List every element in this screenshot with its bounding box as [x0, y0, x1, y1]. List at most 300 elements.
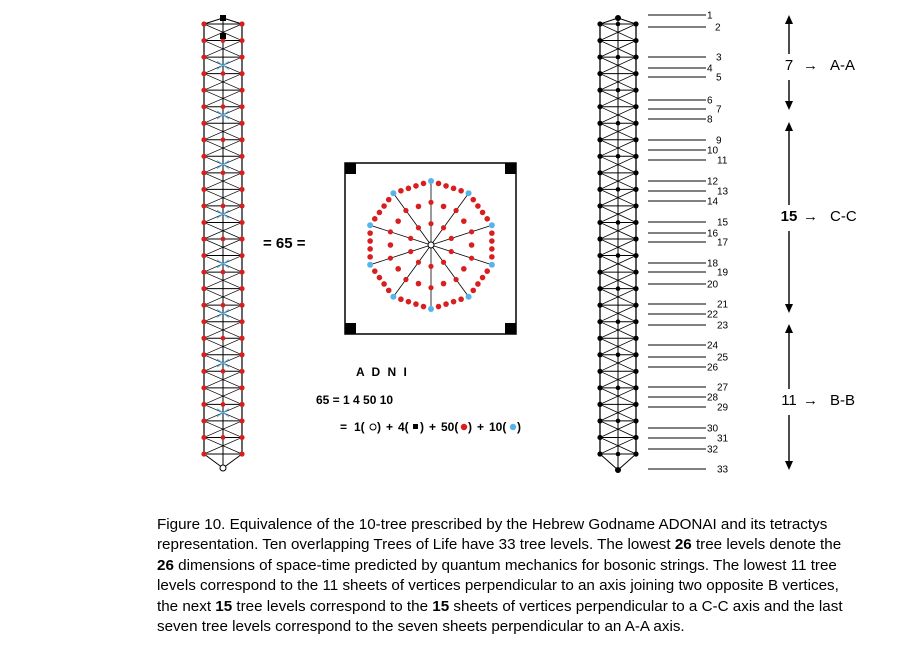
- tree-node: [239, 104, 244, 109]
- tree-node: [633, 54, 638, 59]
- tree-node: [633, 21, 638, 26]
- disc-edge-dot: [489, 238, 495, 244]
- disc-spoke-dot: [453, 277, 458, 282]
- arrow-right-icon: →: [803, 392, 818, 409]
- tree-node: [616, 121, 621, 126]
- disc-edge-dot: [470, 197, 476, 203]
- tetractys-square: [345, 163, 516, 334]
- tree-node: [616, 253, 621, 258]
- disc-vertex-dot: [466, 294, 472, 300]
- level-number: 27: [717, 382, 729, 394]
- corner-square-tr: [505, 163, 516, 174]
- tree-node: [597, 352, 602, 357]
- disc-vertex-dot: [428, 306, 434, 312]
- tree-node: [201, 319, 206, 324]
- tree-node: [239, 402, 244, 407]
- formula-term-3: 50(: [441, 420, 459, 434]
- arrow-down-icon: [785, 461, 793, 470]
- corner-square-br: [505, 323, 516, 334]
- tree-node: [633, 38, 638, 43]
- disc-spoke-dot: [416, 260, 421, 265]
- tree-node: [239, 336, 244, 341]
- level-number: 5: [716, 72, 722, 84]
- tree-node: [239, 137, 244, 142]
- tree-node: [201, 137, 206, 142]
- level-number: 4: [707, 63, 713, 75]
- tree-node: [597, 303, 602, 308]
- disc-edge-dot: [443, 183, 449, 189]
- tree-node: [239, 21, 244, 26]
- caption-segment: sheets of vertices perpendicular to a C-C axis and the last seven tree levels correspond to the seven sheets perpendicular to an A-A axis.: [157, 597, 843, 636]
- disc-vertex-dot: [390, 294, 396, 300]
- tree-node: [597, 319, 602, 324]
- tree-node: [597, 187, 602, 192]
- disc-vertex-dot: [489, 222, 495, 228]
- tree-edge: [204, 454, 223, 468]
- tree-node: [239, 385, 244, 390]
- disc-edge-dot: [367, 254, 373, 260]
- tree-top-node: [220, 15, 226, 21]
- blue-dot-icon: [510, 424, 516, 430]
- tree-node: [201, 269, 206, 274]
- tree-node: [633, 319, 638, 324]
- disc-edge-dot: [436, 304, 442, 310]
- tree-node: [633, 418, 638, 423]
- tree-node: [633, 187, 638, 192]
- disc-spoke-dot: [449, 249, 454, 254]
- tree-edge: [223, 454, 242, 468]
- tree-node: [201, 435, 206, 440]
- tree-node: [201, 352, 206, 357]
- tree-node: [201, 203, 206, 208]
- tree-node: [239, 154, 244, 159]
- disc-edge-dot: [484, 268, 490, 274]
- tree-node: [221, 336, 226, 341]
- tree-node: [221, 303, 226, 308]
- tree-node: [221, 104, 226, 109]
- tree-node: [633, 220, 638, 225]
- tree-node: [633, 402, 638, 407]
- tree-node: [633, 385, 638, 390]
- level-number: 15: [717, 217, 729, 229]
- formula-term-4: 10(: [489, 420, 507, 434]
- disc-edge-dot: [386, 288, 392, 294]
- disc-vertex-dot: [367, 222, 373, 228]
- tree-node: [616, 154, 621, 159]
- tree-node: [633, 369, 638, 374]
- corner-square-bl: [345, 323, 356, 334]
- disc-spoke: [431, 225, 492, 245]
- disc-edge-dot: [475, 281, 481, 287]
- right-tree: [597, 15, 638, 473]
- tree-node: [616, 22, 621, 27]
- arrow-up-icon: [785, 15, 793, 24]
- level-number: 3: [716, 52, 722, 64]
- disc-spoke-dot: [469, 229, 474, 234]
- disc-edge-dot: [451, 299, 457, 305]
- disc-edge-dot: [436, 181, 442, 187]
- tree-node: [239, 303, 244, 308]
- level-number: 1: [707, 10, 713, 22]
- section-axis-label: C-C: [830, 208, 857, 225]
- tree-node: [239, 352, 244, 357]
- tree-node: [201, 154, 206, 159]
- disc-edge-dot: [443, 301, 449, 307]
- level-number: 16: [707, 228, 719, 240]
- disc-edge-dot: [470, 288, 476, 294]
- caption-bold-number: 26: [157, 556, 174, 574]
- arrow-down-icon: [785, 101, 793, 110]
- level-number: 18: [707, 258, 719, 270]
- disc-vertex-dot: [466, 190, 472, 196]
- disc-edge-dot: [381, 281, 387, 287]
- disc-edge-dot: [480, 210, 486, 216]
- level-number: 28: [707, 392, 719, 404]
- equals-65-label: = 65 =: [263, 235, 306, 252]
- disc-edge-dot: [421, 181, 427, 187]
- level-number: 23: [717, 320, 729, 332]
- tree-node: [597, 336, 602, 341]
- level-number: 31: [717, 433, 729, 445]
- formula-close-3: ): [468, 420, 472, 434]
- tree-node: [239, 71, 244, 76]
- tree-node: [616, 452, 621, 457]
- disc-vertex-dot: [428, 178, 434, 184]
- tree-node: [201, 402, 206, 407]
- disc-spoke-dot: [441, 225, 446, 230]
- disc-edge-dot: [398, 296, 404, 302]
- level-number: 32: [707, 444, 719, 456]
- tree-node: [597, 220, 602, 225]
- disc-spoke-dot: [388, 256, 393, 261]
- disc-vertex-dot: [489, 262, 495, 268]
- disc-edge-dot: [480, 275, 486, 281]
- tree-node: [633, 104, 638, 109]
- disc-spoke-dot: [416, 225, 421, 230]
- disc-edge-dot: [489, 254, 495, 260]
- formula-close-2: ): [420, 420, 424, 434]
- tree-node: [633, 303, 638, 308]
- formula-term-2: 4(: [398, 420, 409, 434]
- tree-node: [221, 71, 226, 76]
- tree-node: [597, 88, 602, 93]
- formula-close-4: ): [517, 420, 521, 434]
- disc-inner-dot: [461, 218, 467, 224]
- disc-spoke-dot: [469, 256, 474, 261]
- level-number: 25: [717, 352, 729, 364]
- disc-spoke: [370, 245, 431, 265]
- disc-spoke-dot: [388, 229, 393, 234]
- formula-term-1: 1(: [354, 420, 365, 434]
- tree-bottom-node: [220, 465, 226, 471]
- tree-node: [597, 170, 602, 175]
- level-number: 30: [707, 423, 719, 435]
- tree-node: [597, 71, 602, 76]
- tree-node: [239, 54, 244, 59]
- figure-caption: [157, 515, 847, 637]
- tree-node: [597, 435, 602, 440]
- disc-edge-dot: [377, 275, 383, 281]
- tree-node: [597, 104, 602, 109]
- disc-edge-dot: [475, 203, 481, 209]
- tree-node: [616, 319, 621, 324]
- disc-edge-dot: [458, 188, 464, 194]
- tree-node: [221, 369, 226, 374]
- black-square-icon: [413, 424, 418, 429]
- formula-plus-3: +: [477, 420, 485, 434]
- tree-node: [633, 435, 638, 440]
- tree-node: [201, 220, 206, 225]
- tree-bottom-node: [615, 467, 621, 473]
- disc-edge-dot: [413, 183, 419, 189]
- caption-bold-number: 15: [215, 597, 233, 615]
- disc-inner-dot: [388, 242, 394, 248]
- tree-top-node: [615, 15, 621, 21]
- tree-node: [633, 137, 638, 142]
- disc-edge-dot: [386, 197, 392, 203]
- formula-close-1: ): [377, 420, 381, 434]
- disc-inner-dot: [441, 204, 447, 210]
- formula-line-2: [340, 420, 521, 434]
- tree-edge: [618, 454, 636, 470]
- tree-node: [221, 270, 226, 275]
- level-number: 14: [707, 196, 719, 208]
- tetractys-disc: [367, 178, 495, 312]
- disc-edge-dot: [367, 230, 373, 236]
- disc-spoke-dot: [403, 208, 408, 213]
- disc-center-dot: [428, 242, 434, 248]
- arrow-right-icon: →: [803, 208, 818, 225]
- tree-node: [239, 187, 244, 192]
- tree-node: [597, 21, 602, 26]
- tree-node: [201, 286, 206, 291]
- level-number: 9: [716, 135, 722, 147]
- tree-node: [201, 336, 206, 341]
- disc-edge-dot: [484, 216, 490, 222]
- tree-node: [616, 220, 621, 225]
- tree-node: [239, 170, 244, 175]
- tree-node: [597, 402, 602, 407]
- disc-spoke-dot: [428, 221, 433, 226]
- tree-node: [616, 55, 621, 60]
- tree-node: [633, 336, 638, 341]
- level-number: 8: [707, 114, 713, 126]
- tree-node: [633, 236, 638, 241]
- disc-inner-dot: [416, 204, 422, 210]
- tree-node: [597, 121, 602, 126]
- disc-spoke-dot: [408, 249, 413, 254]
- tree-node: [239, 319, 244, 324]
- tree-node: [633, 154, 638, 159]
- caption-segment: dimensions of space-time predicted by quantum mechanics for bosonic strings. The lowest 11 tree levels correspond to the 11 sheets of vertices perpendicular to an axis joining two opposite B vertices, the next: [157, 556, 839, 615]
- tree-node: [597, 236, 602, 241]
- tree-node: [239, 418, 244, 423]
- disc-edge-dot: [421, 304, 427, 310]
- tree-node-square: [220, 33, 226, 39]
- tree-node: [616, 419, 621, 424]
- axis-sections: [781, 15, 857, 470]
- tree-node: [201, 385, 206, 390]
- tree-node: [221, 435, 226, 440]
- caption-segment: tree levels correspond to the: [232, 597, 433, 615]
- tree-node: [239, 451, 244, 456]
- caption-segment: Figure 10. Equivalence of the 10-tree prescribed by the Hebrew Godname ADONAI and its tetractys representation. Ten overlapping Trees of Life have 33 tree levels. The lowest: [157, 516, 828, 554]
- tree-node: [239, 435, 244, 440]
- disc-edge-dot: [489, 230, 495, 236]
- caption-segment: tree levels denote the: [691, 536, 842, 554]
- formula-eq: =: [340, 420, 348, 434]
- tree-node: [633, 203, 638, 208]
- tree-node: [616, 286, 621, 291]
- tree-edge: [600, 454, 618, 470]
- hollow-dot-icon: [370, 424, 376, 430]
- tree-node: [597, 286, 602, 291]
- level-number: 17: [717, 237, 729, 249]
- disc-edge-dot: [406, 299, 412, 305]
- tree-node: [597, 418, 602, 423]
- disc-spoke-dot: [441, 260, 446, 265]
- tree-node: [201, 38, 206, 43]
- tree-node: [239, 88, 244, 93]
- tree-node: [201, 71, 206, 76]
- disc-spoke-dot: [428, 264, 433, 269]
- tree-node: [633, 71, 638, 76]
- formula-line-1: 65 = 1 4 50 10: [316, 393, 394, 407]
- tree-node: [633, 451, 638, 456]
- level-number: 22: [707, 309, 719, 321]
- section-count: 15: [780, 208, 798, 225]
- tree-node: [616, 386, 621, 391]
- level-number: 29: [717, 402, 729, 414]
- tree-node: [597, 451, 602, 456]
- formula-plus-2: +: [429, 420, 437, 434]
- level-number: 33: [717, 464, 729, 476]
- level-number: 10: [707, 145, 719, 157]
- disc-edge-dot: [381, 203, 387, 209]
- red-dot-icon: [461, 424, 467, 430]
- level-number: 13: [717, 186, 729, 198]
- disc-inner-dot: [416, 281, 422, 287]
- disc-inner-dot: [441, 281, 447, 287]
- tree-node: [201, 21, 206, 26]
- disc-spoke-dot: [408, 236, 413, 241]
- tree-node: [597, 385, 602, 390]
- tree-node: [201, 418, 206, 423]
- tree-node: [239, 38, 244, 43]
- disc-spoke-dot: [449, 236, 454, 241]
- disc-edge-dot: [372, 268, 378, 274]
- tree-node: [633, 170, 638, 175]
- tree-node: [597, 54, 602, 59]
- tree-node: [633, 253, 638, 258]
- level-number: 12: [707, 176, 719, 188]
- caption-text: [157, 515, 847, 637]
- disc-edge-dot: [413, 301, 419, 307]
- level-number: 26: [707, 362, 719, 374]
- disc-inner-dot: [461, 266, 467, 272]
- disc-inner-dot: [395, 266, 401, 272]
- level-number: 6: [707, 95, 713, 107]
- formula-plus-1: +: [386, 420, 394, 434]
- disc-inner-dot: [469, 242, 475, 248]
- tree-node: [633, 286, 638, 291]
- tree-node: [597, 269, 602, 274]
- tree-node: [201, 369, 206, 374]
- tree-node: [633, 269, 638, 274]
- tree-node: [201, 187, 206, 192]
- tree-node: [201, 303, 206, 308]
- disc-edge-dot: [367, 246, 373, 252]
- disc-edge-dot: [406, 186, 412, 192]
- tree-node: [201, 88, 206, 93]
- tree-node: [239, 369, 244, 374]
- tree-node: [239, 253, 244, 258]
- level-number: 2: [715, 22, 721, 34]
- left-tree: [201, 15, 244, 471]
- section-count: 7: [784, 57, 794, 74]
- level-number: 24: [707, 340, 719, 352]
- tree-node: [201, 121, 206, 126]
- tree-node: [616, 352, 621, 357]
- disc-spoke-dot: [428, 200, 433, 205]
- disc-spoke-dot: [428, 285, 433, 290]
- tree-node: [221, 170, 226, 175]
- level-number: 19: [717, 267, 729, 279]
- tree-node: [239, 203, 244, 208]
- tree-node: [201, 170, 206, 175]
- tree-node: [633, 352, 638, 357]
- tree-node: [597, 154, 602, 159]
- caption-bold-number: 15: [432, 597, 450, 615]
- tree-node: [633, 88, 638, 93]
- disc-edge-dot: [367, 238, 373, 244]
- disc-edge-dot: [451, 186, 457, 192]
- corner-square-tl: [345, 163, 356, 174]
- tree-node: [221, 237, 226, 242]
- adonai-letters: A D N I: [356, 365, 409, 379]
- tree-node: [633, 121, 638, 126]
- tree-node: [239, 236, 244, 241]
- tree-node: [597, 203, 602, 208]
- disc-spoke-dot: [453, 208, 458, 213]
- tree-node: [221, 137, 226, 142]
- tree-node: [201, 54, 206, 59]
- level-number: 11: [717, 155, 728, 167]
- disc-spoke: [431, 245, 492, 265]
- tree-node: [201, 451, 206, 456]
- disc-spoke-dot: [403, 277, 408, 282]
- disc-spoke: [370, 225, 431, 245]
- arrow-down-icon: [785, 304, 793, 313]
- tree-node: [221, 204, 226, 209]
- disc-edge-dot: [372, 216, 378, 222]
- tree-node: [201, 104, 206, 109]
- section-axis-label: B-B: [830, 392, 856, 409]
- tree-node: [239, 269, 244, 274]
- disc-vertex-dot: [390, 190, 396, 196]
- disc-edge-dot: [489, 246, 495, 252]
- tree-node: [597, 38, 602, 43]
- section-axis-label: A-A: [830, 57, 856, 74]
- disc-vertex-dot: [367, 262, 373, 268]
- disc-edge-dot: [377, 210, 383, 216]
- disc-inner-dot: [395, 218, 401, 224]
- tree-node: [239, 220, 244, 225]
- level-number: 21: [717, 299, 729, 311]
- tree-node: [239, 121, 244, 126]
- tree-node: [597, 253, 602, 258]
- arrow-right-icon: →: [803, 57, 818, 74]
